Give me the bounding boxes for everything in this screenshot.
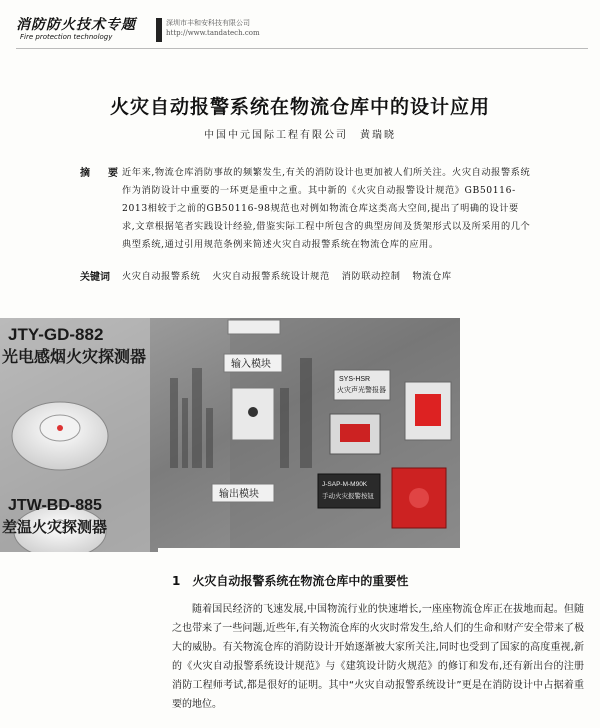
journal-logo bbox=[16, 14, 154, 44]
journal-subtitle: Fire protection technology bbox=[20, 33, 113, 41]
alarm-model-label: SYS-HSR bbox=[339, 376, 371, 383]
output-module-icon bbox=[212, 484, 274, 502]
keyword: 火灾自动报警系统设计规范 bbox=[212, 271, 330, 282]
heat-detector-model-label: JTW-BD-885 bbox=[8, 497, 102, 514]
alarm-name-label: 火灾声光警报器 bbox=[337, 387, 386, 394]
article-author: 中国中元国际工程有限公司 黄瑞晓 bbox=[204, 130, 396, 141]
keyword: 物流仓库 bbox=[412, 271, 452, 282]
output-module-label: 输出模块 bbox=[219, 489, 259, 500]
keywords-label: 关键词 bbox=[80, 272, 110, 283]
sponsor-url: http://www.tandatech.com bbox=[166, 29, 260, 37]
device-photo bbox=[0, 318, 460, 552]
masthead-divider bbox=[156, 18, 162, 42]
header-rule bbox=[16, 48, 588, 49]
input-module-label: 输入模块 bbox=[231, 359, 271, 370]
smoke-detector-icon bbox=[12, 402, 108, 470]
section-body-text: 随着国民经济的飞速发展,中国物流行业的快速增长,一座座物流仓库正在拔地而起。但随之也带来了一些问题,近些年,有关物流仓库的火灾时常发生,给人们的生命和财产安全带来了极大的威胁。有关物流仓库的消防设计开始逐渐被大家所关注,同时也受到了国家的高度重视,新的《火灾自动报警系统设计规范》与《建筑设计防火规范》的修订和发布,还有新出台的注册消防工程师考试,都是很好的证明。其中“火灾自动报警系统设计”更是在消防设计中占据着重要的地位。 bbox=[172, 604, 584, 710]
call-point-name-label: 手动火灾报警按钮 bbox=[322, 493, 374, 500]
abstract-label: 摘 要 bbox=[80, 168, 122, 179]
keyword: 火灾自动报警系统 bbox=[122, 271, 201, 282]
keyword: 消防联动控制 bbox=[341, 271, 401, 282]
masthead bbox=[16, 14, 586, 48]
device-photo-illustration bbox=[0, 318, 460, 552]
detector-model-label: JTY-GD-882 bbox=[8, 325, 104, 344]
heat-detector-name-label: 差温火灾探测器 bbox=[2, 519, 108, 536]
sponsor-name: 深圳市丰和安科技有限公司 bbox=[166, 19, 250, 27]
article-title: 火灾自动报警系统在物流仓库中的设计应用 bbox=[109, 96, 490, 118]
keywords-list bbox=[122, 268, 452, 282]
abstract-text: 近年来,物流仓库消防事故的频繁发生,有关的消防设计也更加被人们所关注。火灾自动报警系统作为消防设计中重要的一环更是重中之重。其中新的《火灾自动报警设计规范》GB50116-2013相较于之前的GB50116-98规范也对例如物流仓库这类高大空间,提出了明确的设计要求,文章根据笔者实践设计经验,借鉴实际工程中所包含的典型房间及货架形式以及所采用的几个典型系统,通过引用规范条例来简述火灾自动报警系统在物流仓库的应用。 bbox=[122, 167, 531, 250]
journal-title: 消防防火技术专题 bbox=[16, 17, 136, 33]
call-point-model-label: J-SAP-M-M90K bbox=[322, 481, 368, 488]
detector-name-label: 光电感烟火灾探测器 bbox=[2, 349, 147, 366]
sponsor-info bbox=[166, 18, 260, 38]
section-heading: 1 火灾自动报警系统在物流仓库中的重要性 bbox=[172, 574, 409, 588]
